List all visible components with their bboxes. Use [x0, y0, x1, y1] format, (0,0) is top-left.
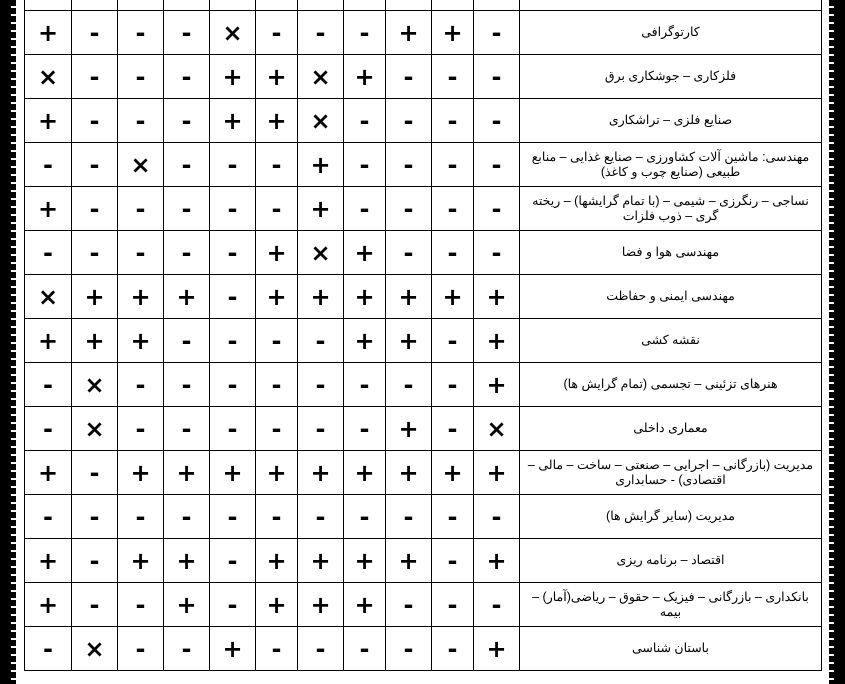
- mark-cell: -: [256, 627, 298, 671]
- field-label: نقشه کشی: [520, 319, 822, 363]
- mark-cell: ×: [118, 143, 164, 187]
- mark-cell: -: [298, 627, 344, 671]
- field-label: فلزکاری – جوشکاری برق: [520, 55, 822, 99]
- mark-cell: -: [256, 319, 298, 363]
- mark-cell: -: [432, 407, 474, 451]
- field-label: مدیریت (بازرگانی – اجرایی – صنعتی – ساخت – مالی – اقتصادی) - حسابداری: [520, 451, 822, 495]
- mark-cell: +: [298, 187, 344, 231]
- mark-cell: -: [210, 495, 256, 539]
- mark-cell: +: [432, 275, 474, 319]
- mark-cell: +: [432, 11, 474, 55]
- mark-cell: -: [298, 407, 344, 451]
- mark-cell: +: [474, 319, 520, 363]
- table-row: [25, 539, 822, 583]
- field-label: صنایع فلزی – تراشکاری: [520, 99, 822, 143]
- mark-cell: -: [72, 99, 118, 143]
- mark-cell: -: [344, 187, 386, 231]
- mark-cell: +: [474, 363, 520, 407]
- mark-cell: +: [256, 275, 298, 319]
- mark-cell: +: [256, 99, 298, 143]
- mark-cell: -: [474, 495, 520, 539]
- mark-cell: -: [432, 627, 474, 671]
- mark-cell: +: [344, 539, 386, 583]
- mark-cell: -: [256, 11, 298, 55]
- mark-cell: -: [118, 11, 164, 55]
- mark-cell: -: [118, 407, 164, 451]
- mark-cell: +: [164, 583, 210, 627]
- mark-cell: +: [25, 319, 72, 363]
- mark-cell: +: [256, 55, 298, 99]
- field-label: کارتوگرافی: [520, 11, 822, 55]
- mark-cell: +: [25, 451, 72, 495]
- mark-cell: -: [432, 231, 474, 275]
- left-decorative-border: [0, 0, 14, 684]
- mark-cell: -: [386, 187, 432, 231]
- mark-cell: +: [298, 143, 344, 187]
- mark-cell: -: [72, 583, 118, 627]
- mark-cell: +: [164, 275, 210, 319]
- mark-cell: -: [72, 187, 118, 231]
- mark-cell: -: [386, 99, 432, 143]
- mark-cell: -: [256, 187, 298, 231]
- mark-cell: +: [72, 319, 118, 363]
- mark-cell: -: [164, 319, 210, 363]
- mark-cell: -: [164, 231, 210, 275]
- table-row: [25, 55, 822, 99]
- mark-cell: -: [432, 55, 474, 99]
- mark-cell: -: [118, 99, 164, 143]
- mark-cell: +: [256, 231, 298, 275]
- table-row: [25, 363, 822, 407]
- mark-cell: -: [164, 407, 210, 451]
- mark-cell: -: [210, 187, 256, 231]
- mark-cell: -: [344, 363, 386, 407]
- mark-cell: -: [432, 143, 474, 187]
- mark-cell: +: [210, 627, 256, 671]
- mark-cell: ×: [25, 55, 72, 99]
- mark-cell: -: [25, 495, 72, 539]
- mark-cell: -: [210, 407, 256, 451]
- field-label: باستان شناسی: [520, 627, 822, 671]
- table-row: [25, 231, 822, 275]
- mark-cell: -: [118, 583, 164, 627]
- mark-cell: +: [298, 583, 344, 627]
- mark-cell: -: [25, 143, 72, 187]
- mark-cell: -: [432, 99, 474, 143]
- mark-cell: +: [256, 451, 298, 495]
- mark-cell: +: [344, 583, 386, 627]
- table-row: [25, 407, 822, 451]
- mark-cell: -: [72, 11, 118, 55]
- mark-cell: -: [432, 187, 474, 231]
- table-row: [25, 99, 822, 143]
- mark-cell: ×: [298, 55, 344, 99]
- mark-cell: +: [164, 539, 210, 583]
- mark-cell: +: [474, 539, 520, 583]
- mark-cell: -: [210, 319, 256, 363]
- mark-cell: +: [298, 451, 344, 495]
- mark-cell: -: [25, 363, 72, 407]
- table-row: [25, 275, 822, 319]
- mark-cell: +: [118, 275, 164, 319]
- field-label: مدیریت (سایر گرایش ها): [520, 495, 822, 539]
- mark-cell: -: [386, 627, 432, 671]
- mark-cell: -: [72, 495, 118, 539]
- mark-cell: ×: [25, 275, 72, 319]
- mark-cell: -: [386, 363, 432, 407]
- mark-cell: -: [386, 231, 432, 275]
- mark-cell: +: [25, 583, 72, 627]
- mark-cell: +: [344, 231, 386, 275]
- mark-cell: +: [25, 187, 72, 231]
- mark-cell: +: [72, 275, 118, 319]
- mark-cell: -: [25, 627, 72, 671]
- mark-cell: +: [432, 451, 474, 495]
- mark-cell: -: [72, 539, 118, 583]
- table-body: [25, 0, 822, 671]
- table-row: [25, 143, 822, 187]
- mark-cell: -: [25, 231, 72, 275]
- mark-cell: -: [432, 583, 474, 627]
- mark-cell: -: [118, 627, 164, 671]
- mark-cell: -: [256, 143, 298, 187]
- mark-cell: -: [256, 495, 298, 539]
- mark-cell: -: [344, 627, 386, 671]
- mark-cell: +: [256, 583, 298, 627]
- mark-cell: -: [386, 143, 432, 187]
- mark-cell: ×: [474, 407, 520, 451]
- mark-cell: -: [344, 99, 386, 143]
- mark-cell: +: [210, 99, 256, 143]
- mark-cell: -: [432, 495, 474, 539]
- table-row: [25, 451, 822, 495]
- mark-cell: -: [118, 231, 164, 275]
- mark-cell: -: [298, 363, 344, 407]
- mark-cell: -: [432, 319, 474, 363]
- mark-cell: -: [72, 55, 118, 99]
- mark-cell: -: [344, 407, 386, 451]
- mark-cell: +: [474, 627, 520, 671]
- mark-cell: -: [386, 495, 432, 539]
- mark-cell: -: [25, 407, 72, 451]
- table-row: [25, 319, 822, 363]
- mark-cell: +: [118, 451, 164, 495]
- mark-cell: -: [118, 55, 164, 99]
- mark-cell: +: [386, 11, 432, 55]
- mark-cell: +: [118, 539, 164, 583]
- field-label: هنرهای تزئینی – تجسمی (تمام گرایش ها): [520, 363, 822, 407]
- field-compatibility-table: [24, 0, 822, 671]
- mark-cell: +: [210, 55, 256, 99]
- field-label: نساجی – رنگرزی – شیمی – (با تمام گرایشها) – ریخته گری – ذوب فلزات: [520, 187, 822, 231]
- mark-cell: +: [298, 539, 344, 583]
- mark-cell: -: [164, 187, 210, 231]
- mark-cell: -: [344, 11, 386, 55]
- mark-cell: -: [432, 539, 474, 583]
- mark-cell: -: [298, 319, 344, 363]
- mark-cell: ×: [72, 363, 118, 407]
- mark-cell: +: [474, 275, 520, 319]
- mark-cell: ×: [72, 407, 118, 451]
- mark-cell: +: [386, 275, 432, 319]
- mark-cell: -: [298, 11, 344, 55]
- mark-cell: ×: [298, 231, 344, 275]
- field-label: مهندسی ایمنی و حفاظت: [520, 275, 822, 319]
- mark-cell: -: [164, 55, 210, 99]
- mark-cell: -: [210, 583, 256, 627]
- mark-cell: -: [72, 451, 118, 495]
- field-label: معماری داخلی: [520, 407, 822, 451]
- table-row: [25, 11, 822, 55]
- mark-cell: +: [344, 275, 386, 319]
- table-row: [25, 583, 822, 627]
- mark-cell: -: [474, 187, 520, 231]
- mark-cell: +: [210, 451, 256, 495]
- mark-cell: -: [118, 363, 164, 407]
- table-row: [25, 627, 822, 671]
- mark-cell: -: [474, 231, 520, 275]
- mark-cell: -: [474, 583, 520, 627]
- mark-cell: +: [386, 451, 432, 495]
- mark-cell: ×: [210, 11, 256, 55]
- mark-cell: -: [210, 363, 256, 407]
- mark-cell: -: [474, 55, 520, 99]
- mark-cell: -: [164, 495, 210, 539]
- mark-cell: -: [164, 363, 210, 407]
- mark-cell: +: [25, 539, 72, 583]
- mark-cell: -: [432, 363, 474, 407]
- mark-cell: -: [474, 11, 520, 55]
- table-row: [25, 187, 822, 231]
- mark-cell: -: [164, 11, 210, 55]
- mark-cell: +: [164, 451, 210, 495]
- mark-cell: +: [25, 11, 72, 55]
- mark-cell: +: [386, 319, 432, 363]
- field-label: مهندسی هوا و فضا: [520, 231, 822, 275]
- mark-cell: +: [25, 99, 72, 143]
- field-label: بانکداری – بازرگانی – فیزیک – حقوق – ریاضی(آمار) – بیمه: [520, 583, 822, 627]
- mark-cell: -: [344, 143, 386, 187]
- field-label: اقتصاد – برنامه ریزی: [520, 539, 822, 583]
- mark-cell: -: [386, 55, 432, 99]
- mark-cell: +: [344, 55, 386, 99]
- mark-cell: -: [164, 627, 210, 671]
- mark-cell: -: [118, 495, 164, 539]
- mark-cell: -: [474, 143, 520, 187]
- mark-cell: -: [118, 187, 164, 231]
- right-decorative-border: [831, 0, 845, 684]
- mark-cell: -: [210, 231, 256, 275]
- mark-cell: -: [164, 99, 210, 143]
- mark-cell: -: [386, 583, 432, 627]
- mark-cell: +: [344, 451, 386, 495]
- mark-cell: +: [386, 407, 432, 451]
- mark-cell: +: [298, 275, 344, 319]
- mark-cell: ×: [72, 627, 118, 671]
- table-top-row: [25, 0, 822, 11]
- mark-cell: -: [256, 407, 298, 451]
- field-label: مهندسی: ماشین آلات کشاورزی – صنایع غذایی – منابع طبیعی (صنایع چوب و کاغذ): [520, 143, 822, 187]
- mark-cell: -: [72, 231, 118, 275]
- mark-cell: +: [118, 319, 164, 363]
- mark-cell: +: [386, 539, 432, 583]
- mark-cell: +: [256, 539, 298, 583]
- mark-cell: -: [164, 143, 210, 187]
- mark-cell: +: [474, 451, 520, 495]
- mark-cell: -: [256, 363, 298, 407]
- table-row: [25, 495, 822, 539]
- mark-cell: -: [210, 539, 256, 583]
- mark-cell: -: [298, 495, 344, 539]
- mark-cell: +: [344, 319, 386, 363]
- mark-cell: ×: [298, 99, 344, 143]
- mark-cell: -: [474, 99, 520, 143]
- mark-cell: -: [210, 143, 256, 187]
- mark-cell: -: [72, 143, 118, 187]
- mark-cell: -: [344, 495, 386, 539]
- mark-cell: -: [210, 275, 256, 319]
